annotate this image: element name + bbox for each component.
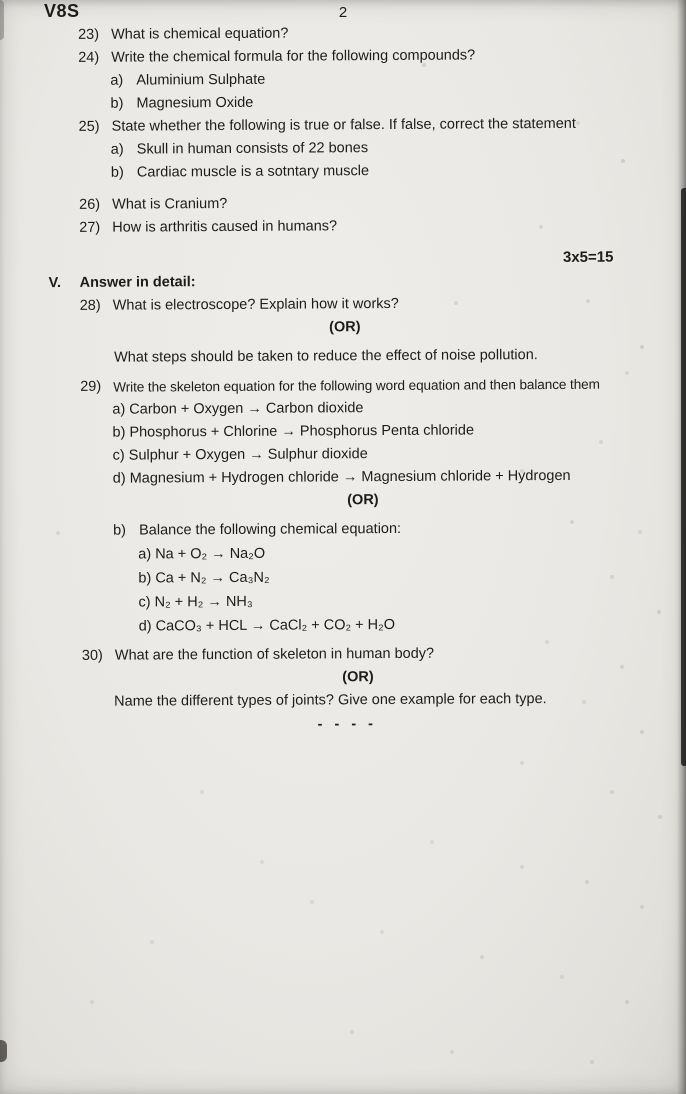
marks-scheme: 3x5=15 bbox=[562, 248, 614, 266]
section-v-number: V. bbox=[48, 274, 62, 292]
question-28-text: What is electroscope? Explain how it works? bbox=[112, 295, 399, 314]
question-26-number: 26) bbox=[79, 196, 101, 213]
question-29-text: Write the skeleton equation for the following word equation and then balance them bbox=[113, 376, 600, 395]
or-separator-3: (OR) bbox=[342, 669, 374, 686]
question-24-text: Write the chemical formula for the following compounds? bbox=[111, 47, 476, 66]
sub-item-label: b) bbox=[110, 95, 124, 112]
word-equation-d: d) Magnesium + Hydrogen chloride → Magnesium chloride + Hydrogen bbox=[112, 467, 571, 487]
sub-item-text: Aluminium Sulphate bbox=[136, 71, 266, 89]
or-separator-2: (OR) bbox=[347, 492, 379, 509]
page-number: 2 bbox=[338, 4, 348, 21]
sub-item-text: Skull in human consists of 22 bones bbox=[136, 140, 369, 158]
question-30-text: What are the function of skeleton in human body? bbox=[114, 645, 435, 664]
section-v-title: Answer in detail: bbox=[79, 274, 196, 291]
question-26-text: What is Cranium? bbox=[112, 195, 228, 213]
question-30-alternative: Name the different types of joints? Give one example for each type. bbox=[114, 691, 547, 710]
question-27-row bbox=[79, 213, 686, 240]
question-28-alternative: What steps should be taken to reduce the effect of noise pollution. bbox=[113, 347, 538, 366]
sub-item-text: Cardiac muscle is a sotntary muscle bbox=[136, 163, 370, 181]
question-23-text: What is chemical equation? bbox=[111, 25, 289, 43]
question-25-sub-b bbox=[111, 158, 686, 185]
question-24-number: 24) bbox=[78, 49, 100, 66]
alt-text: Balance the following chemical equation: bbox=[139, 520, 402, 539]
sub-item-label: a) bbox=[110, 72, 124, 89]
question-29-row bbox=[80, 372, 686, 399]
question-28-number: 28) bbox=[79, 297, 101, 314]
question-25-text: State whether the following is true or false. If false, correct the statement bbox=[111, 115, 576, 135]
paper-code: V8S bbox=[44, 1, 80, 21]
question-25-number: 25) bbox=[78, 118, 100, 135]
question-27-text: How is arthritis caused in humans? bbox=[112, 218, 338, 236]
alt-label: b) bbox=[113, 522, 127, 539]
question-23-number: 23) bbox=[78, 26, 100, 43]
question-30-number: 30) bbox=[81, 647, 103, 664]
chemical-equation-c: c) N₂ + H₂ → NH₃ bbox=[138, 593, 253, 611]
or-separator-1: (OR) bbox=[329, 319, 361, 336]
sub-item-text: Magnesium Oxide bbox=[136, 94, 254, 112]
page-content bbox=[0, 20, 686, 738]
word-equation-a: a) Carbon + Oxygen → Carbon dioxide bbox=[112, 400, 364, 418]
end-of-paper-mark: - - - - bbox=[317, 716, 378, 733]
question-27-number: 27) bbox=[79, 219, 101, 236]
question-29-number: 29) bbox=[80, 378, 102, 395]
scan-noise-speckles bbox=[0, 0, 2, 2]
word-equation-c: c) Sulphur + Oxygen → Sulphur dioxide bbox=[112, 446, 368, 464]
sub-item-label: b) bbox=[110, 164, 124, 181]
question-29-alternative-row bbox=[113, 516, 686, 543]
scan-artifact-bottom-left bbox=[0, 1040, 7, 1062]
chemical-equation-d: d) CaCO₃ + HCL → CaCl₂ + CO₂ + H₂O bbox=[138, 616, 396, 635]
sub-item-label: a) bbox=[110, 141, 124, 158]
word-equation-b: b) Phosphorus + Chlorine → Phosphorus Penta chloride bbox=[112, 422, 475, 441]
chemical-equation-a: a) Na + O₂ → Na₂O bbox=[138, 545, 266, 563]
chemical-equation-b: b) Ca + N₂ → Ca₃N₂ bbox=[138, 569, 270, 587]
